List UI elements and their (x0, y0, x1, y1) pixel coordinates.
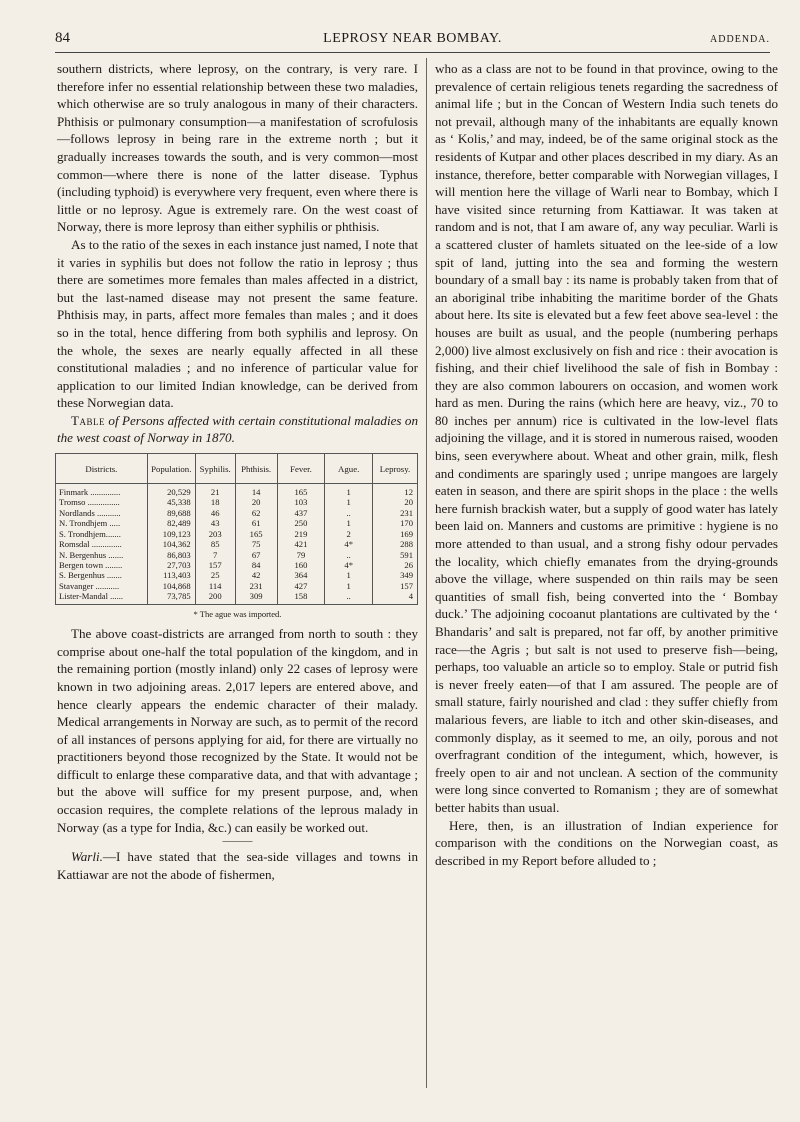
district-cell: Stavanger ........... (56, 581, 148, 591)
header-rule (55, 52, 770, 53)
value-cell: 25 (195, 570, 235, 580)
right-column (435, 60, 778, 869)
paragraph: The above coast-districts are arranged from north to south : they comprise about one-half the total population of the kingdom, and in the remaining portion (mostly inland) only 22 cases of leprosy were known in two adjoining areas. 2,017 lepers are entered above, and hence clearly appears the endemic character of their malady. Medical arrangements in Norway are such, as to permit of the record of all instances of persons applying for aid, for there are virtually no practitioners beyond those recognized by the State. It would not be difficult to enlarge these comparative data, and that with advantage ; but the above will suffice for my present purpose, and, when occasion requires, the complete relations of the leprous malady in Norway (as a type for India, &c.) can easily be worked out. (57, 626, 418, 835)
value-cell: 349 (373, 570, 418, 580)
value-cell: 79 (277, 550, 325, 560)
paragraph-text: —I have stated that the sea-side villages and towns in Kattiawar are not the abode of fishermen, (57, 849, 418, 882)
value-cell: 61 (235, 518, 277, 528)
paragraph: As to the ratio of the sexes in each instance just named, I note that it varies in syphilis but does not follow the ratio in leprosy ; thus there are sometimes more females than males affected in a district, but the last-named disease may not present the same feature. Phthisis may, in parts, affect more females than males ; and it does so in the total, hence differing from both syphilis and leprosy. On the whole, the sexes are nearly equally affected in all these constitutional maladies ; and no inference of particular value for application to our limited Indian knowledge, can be derived from these Norwegian data. (57, 236, 418, 411)
section-label: ADDENDA. (710, 34, 770, 45)
value-cell: 45,338 (147, 497, 195, 507)
district-cell: Lister-Mandal ...... (56, 591, 148, 604)
left-column (57, 60, 418, 883)
value-cell: 73,785 (147, 591, 195, 604)
table-row (56, 508, 418, 518)
value-cell: 84 (235, 560, 277, 570)
value-cell: 86,803 (147, 550, 195, 560)
value-cell: 231 (373, 508, 418, 518)
value-cell: 104,362 (147, 539, 195, 549)
value-cell: 62 (235, 508, 277, 518)
value-cell: 89,688 (147, 508, 195, 518)
disease-table (55, 453, 418, 604)
paragraph: southern districts, where leprosy, on the contrary, is very rare. I therefore infer no essential relationship between these two maladies, which otherwise are so truly analogous in many of their characters. Phthisis or pulmonary consumption—a manifestation of scrofulosis—follows leprosy in being rare in the extreme north ; but it gradually increases towards the south, and is very common—most common—where there is none of the latter disease. Typhus (including typhoid) is everywhere very frequent, even where there is little or no leprosy. Ague is extremely rare. On the west coast of Norway, there is more leprosy than either syphilis or phthisis. (57, 61, 418, 235)
value-cell: 104,868 (147, 581, 195, 591)
district-cell: S. Trondhjem....... (56, 529, 148, 539)
value-cell: 113,403 (147, 570, 195, 580)
table-row (56, 484, 418, 498)
table-header-cell: Districts. (56, 454, 148, 484)
value-cell: 200 (195, 591, 235, 604)
value-cell: 4* (325, 560, 373, 570)
value-cell: 1 (325, 570, 373, 580)
table-row (56, 560, 418, 570)
value-cell: 2 (325, 529, 373, 539)
value-cell: 27,703 (147, 560, 195, 570)
value-cell: 160 (277, 560, 325, 570)
value-cell: 309 (235, 591, 277, 604)
table-row (56, 570, 418, 580)
value-cell: 288 (373, 539, 418, 549)
value-cell: 109,123 (147, 529, 195, 539)
value-cell: 4 (373, 591, 418, 604)
table-caption (57, 412, 418, 447)
value-cell: 1 (325, 581, 373, 591)
value-cell: 103 (277, 497, 325, 507)
value-cell: 18 (195, 497, 235, 507)
value-cell: .. (325, 508, 373, 518)
value-cell: 20 (235, 497, 277, 507)
page-header (55, 30, 770, 52)
district-cell: Nordlands ........... (56, 508, 148, 518)
value-cell: 1 (325, 518, 373, 528)
paragraph: Here, then, is an illustration of Indian experience for comparison with the conditions on the Norwegian coast, as described in my Report before alluded to ; (435, 817, 778, 868)
value-cell: 75 (235, 539, 277, 549)
value-cell: 421 (277, 539, 325, 549)
column-divider (426, 58, 427, 1088)
value-cell: 114 (195, 581, 235, 591)
value-cell: 21 (195, 484, 235, 498)
value-cell: 437 (277, 508, 325, 518)
value-cell: 170 (373, 518, 418, 528)
district-cell: Romsdal .............. (56, 539, 148, 549)
table-header-row (56, 454, 418, 484)
section-separator: ——— (222, 836, 253, 848)
district-cell: Tromso ............... (56, 497, 148, 507)
value-cell: 1 (325, 497, 373, 507)
table-row (56, 581, 418, 591)
paragraph: who as a class are not to be found in that province, owing to the prevalence of certain religious tenets regarding the sacredness of animal life ; but in the Concan of Western India such tenets do not prevail, although many of the inhabitants are equally known as ‘ Kolis,’ and may, indeed, be of the same original stock as the residents of Kutpar and other places described in my diary. As an instance, therefore, better comparable with Norwegian villages, I will mention here the village of Warli near to Bombay, which I have visited since returning from Kattiawar. It was taken at random and is not, that I am aware of, any way peculiar. Warli is a scattered cluster of hamlets situated on the lee-side of a low spit of land, jutting into the sea and forming the western boundary of a small bay : its name is probably taken from that of an aboriginal tribe inhabiting the maritime border of the Ghats about here. Its site is elevated but a few feet above sea-level : the houses are built as usual, and the people (numbering perhaps 2,000) live almost exclusively on fish and rice : their avocation is fishing, and their chief livelihood the sale of fish in Bombay : they are also common labourers on occasion, and women work hard as men. During the rains (which here are heavy, viz., 70 to 80 inches per annum) rice is cultivated in the low-level flats adjoining the village, and it is stored in numerous raised, wooden bins, seen everywhere about. Wheat and other grain, milk, flesh and condiments are sparingly used ; unripe mangoes are largely eaten in season, and there are spirit shops in the place : the wells here furnish brackish water, but a supply of good water has lately been laid on. Manners and customs are primitive : hygiene is no more attended to than usual, and a strong fishy odour pervades the locality, which chiefly emanates from the drying-grounds above the village, where suspended on thin rails may be seen quantities of small fish, being converted into the ‘ Bombay duck.’ The adjoining cocoanut plantations are cultivated by the ‘ Bhandaris’ and salt is prepared, not far off, by another primitive race—the Agris ; but salt is not used to preserve fish—being, perhaps, too valuable an article so to employ. Stale or putrid fish is never freely eaten—of that I am assured. The people are of small stature, fairly nourished and clad : they suffer chiefly from malarious fevers, are liable to itch and other skin-diseases, and commonly display, as it seemed to me, an oily, porous and not overfragrant condition of the integument, which, however, is freely open to air and not unclean. A section of the community were long since converted to Romanism ; they are of somewhat better habits than usual. (435, 61, 778, 815)
table-row (56, 529, 418, 539)
value-cell: 1 (325, 484, 373, 498)
table-header-cell: Leprosy. (373, 454, 418, 484)
page-number: 84 (55, 30, 70, 46)
value-cell: 427 (277, 581, 325, 591)
table-row (56, 518, 418, 528)
value-cell: 250 (277, 518, 325, 528)
table-body (56, 484, 418, 604)
paragraph (57, 848, 418, 883)
value-cell: 43 (195, 518, 235, 528)
caption-label: Table (71, 412, 105, 428)
paragraph-lead: Warli. (71, 849, 103, 865)
table-header-cell: Fever. (277, 454, 325, 484)
running-title: LEPROSY NEAR BOMBAY. (323, 31, 502, 46)
district-cell: Finmark .............. (56, 484, 148, 498)
value-cell: 67 (235, 550, 277, 560)
value-cell: 7 (195, 550, 235, 560)
value-cell: 157 (195, 560, 235, 570)
value-cell: 165 (277, 484, 325, 498)
value-cell: 158 (277, 591, 325, 604)
table-header-cell: Syphilis. (195, 454, 235, 484)
value-cell: 46 (195, 508, 235, 518)
value-cell: 231 (235, 581, 277, 591)
value-cell: 4* (325, 539, 373, 549)
table-footnote: * The ague was imported. (193, 608, 282, 619)
value-cell: 85 (195, 539, 235, 549)
value-cell: 219 (277, 529, 325, 539)
value-cell: 20,529 (147, 484, 195, 498)
district-cell: S. Bergenhus ....... (56, 570, 148, 580)
value-cell: .. (325, 591, 373, 604)
table-row (56, 539, 418, 549)
table-header-cell: Phthisis. (235, 454, 277, 484)
value-cell: 165 (235, 529, 277, 539)
value-cell: 26 (373, 560, 418, 570)
district-cell: N. Trondhjem ..... (56, 518, 148, 528)
value-cell: 364 (277, 570, 325, 580)
caption-text: of Persons affected with certain constitutional maladies on the west coast of Norway in 1870. (57, 412, 419, 446)
district-cell: N. Bergenhus ....... (56, 550, 148, 560)
value-cell: 12 (373, 484, 418, 498)
table-row (56, 591, 418, 604)
table-row (56, 550, 418, 560)
value-cell: 82,489 (147, 518, 195, 528)
table-header-cell: Ague. (325, 454, 373, 484)
value-cell: 42 (235, 570, 277, 580)
value-cell: .. (325, 550, 373, 560)
value-cell: 169 (373, 529, 418, 539)
table-row (56, 497, 418, 507)
table-header-cell: Population. (147, 454, 195, 484)
value-cell: 20 (373, 497, 418, 507)
value-cell: 203 (195, 529, 235, 539)
district-cell: Bergen town ........ (56, 560, 148, 570)
value-cell: 591 (373, 550, 418, 560)
value-cell: 14 (235, 484, 277, 498)
value-cell: 157 (373, 581, 418, 591)
